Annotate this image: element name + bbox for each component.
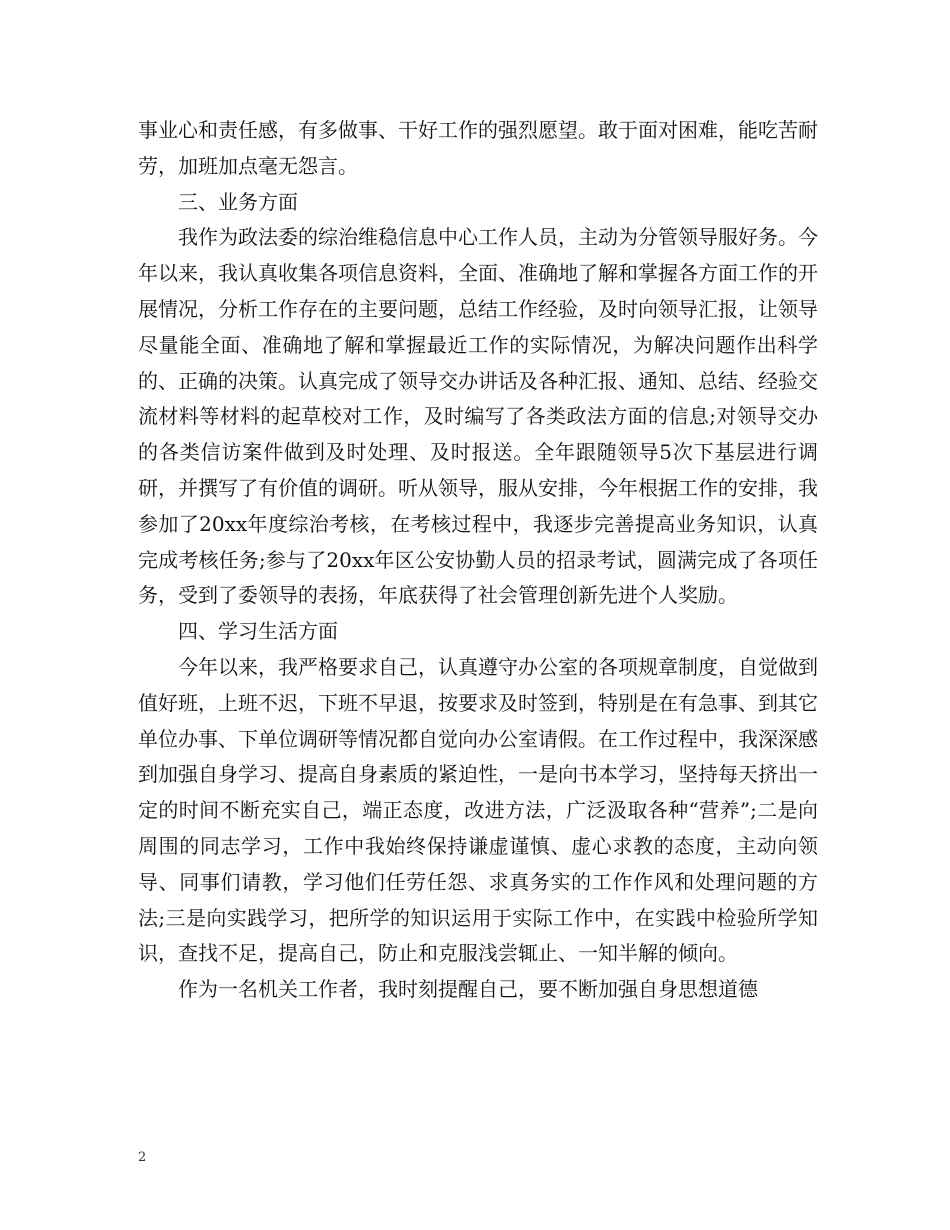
paragraph-4: 作为一名机关工作者，我时刻提醒自己，要不断加强自身思想道德 bbox=[178, 977, 758, 1002]
page-number: 2 bbox=[138, 1150, 147, 1165]
document-body bbox=[138, 113, 818, 1008]
paragraph-1: 事业心和责任感，有多做事、干好工作的强烈愿望。敢于面对困难，能吃苦耐劳，加班加点毫无怨言。 bbox=[138, 118, 818, 178]
section-heading-study-life: 四、学习生活方面 bbox=[178, 619, 338, 644]
section-heading-business: 三、业务方面 bbox=[178, 189, 298, 214]
paragraph-3: 今年以来，我严格要求自己，认真遵守办公室的各项规章制度，自觉做到值好班，上班不迟，下班不早退，按要求及时签到，特别是在有急事、到其它单位办事、下单位调研等情况都自觉向办公室请假。在工作过程中，我深深感到加强自身学习、提高自身素质的紧迫性，一是向书本学习，坚持每天挤出一定的时间不断充实自己，端正态度，改进方法，广泛汲取各种“营养”;二是向周围的同志学习，工作中我始终保持谦虚谨慎、虚心求教的态度，主动向领导、同事们请教，学习他们任劳任怨、求真务实的工作作风和处理问题的方法;三是向实践学习，把所学的知识运用于实际工作中，在实践中检验所学知识，查找不足，提高自己，防止和克服浅尝辄止、一知半解的倾向。 bbox=[138, 654, 818, 966]
paragraph-2: 我作为政法委的综治维稳信息中心工作人员，主动为分管领导服好务。今年以来，我认真收集各项信息资料，全面、准确地了解和掌握各方面工作的开展情况，分析工作存在的主要问题，总结工作经验，及时向领导汇报，让领导尽量能全面、准确地了解和掌握最近工作的实际情况，为解决问题作出科学的、正确的决策。认真完成了领导交办讲话及各种汇报、通知、总结、经验交流材料等材料的起草校对工作，及时编写了各类政法方面的信息;对领导交办的各类信访案件做到及时处理、及时报送。全年跟随领导5次下基层进行调研，并撰写了有价值的调研。听从领导，服从安排，今年根据工作的安排，我参加了20xx年度综治考核，在考核过程中，我逐步完善提高业务知识，认真完成考核任务;参与了20xx年区公安协勤人员的招录考试，圆满完成了各项任务，受到了委领导的表扬，年底获得了社会管理创新先进个人奖励。 bbox=[138, 225, 818, 608]
